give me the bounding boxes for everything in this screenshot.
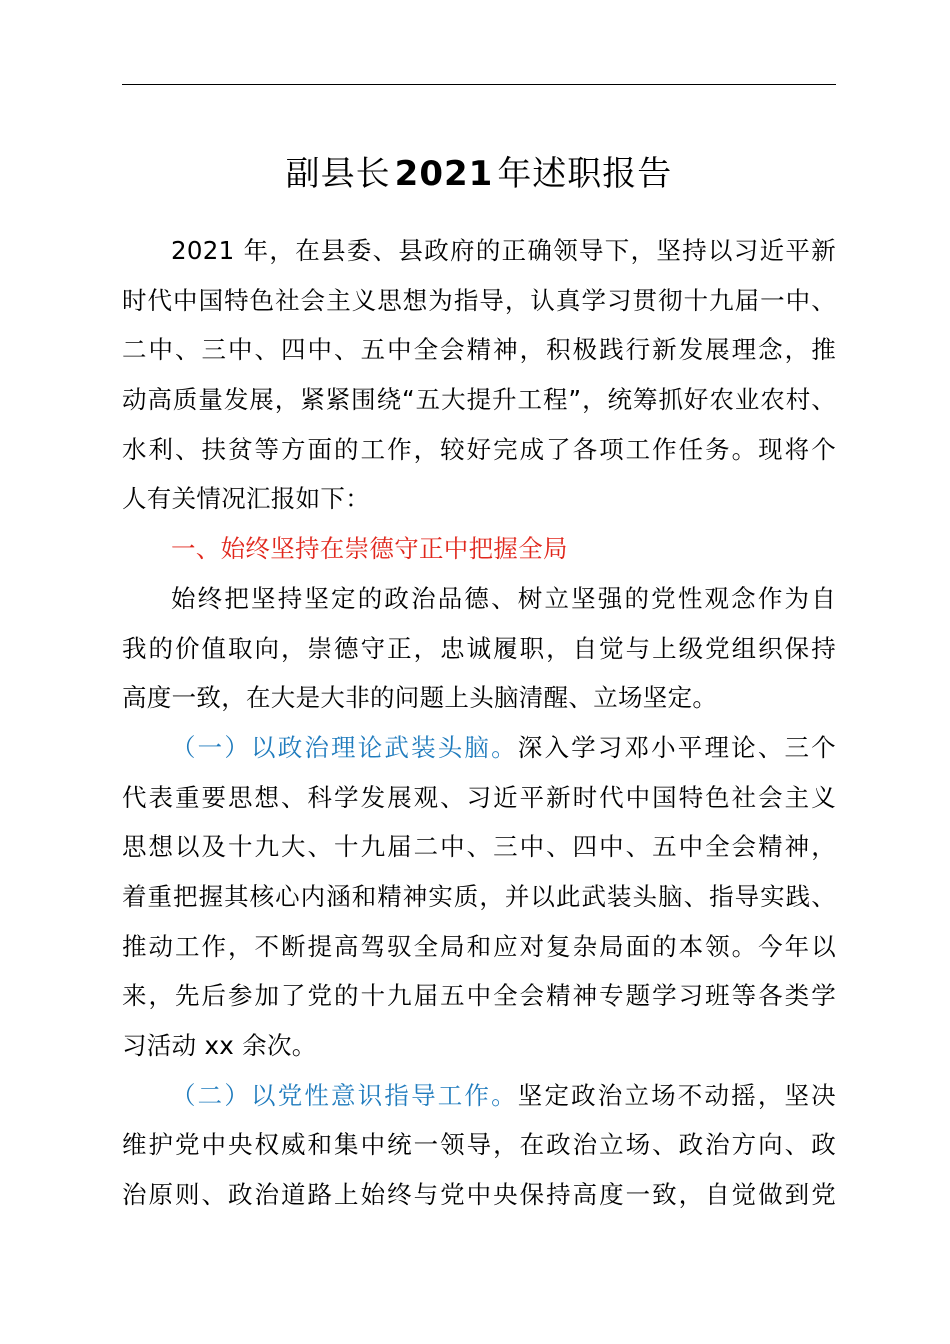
text-line	[122, 822, 836, 872]
line-text: 坚定政治立场不动摇，坚决	[517, 1080, 836, 1110]
line-text: 推动工作，不断提高驾驭全局和应对复杂局面的本领。今年以	[122, 931, 836, 961]
text-line	[122, 524, 836, 574]
page-title	[122, 150, 836, 198]
text-line	[122, 375, 836, 425]
line-text: 代表重要思想、科学发展观、习近平新时代中国特色社会主义	[122, 782, 836, 812]
line-text: 水利、扶贫等方面的工作，较好完成了各项工作任务。现将个	[122, 434, 836, 464]
line-text: 维护党中央权威和集中统一领导，在政治立场、政治方向、政	[122, 1130, 836, 1160]
title-year: 2021	[394, 154, 494, 194]
text-line	[122, 922, 836, 972]
text-line	[122, 673, 836, 723]
line-text: 来，先后参加了党的十九届五中全会精神专题学习班等各类学	[122, 981, 836, 1011]
text-line	[122, 1021, 836, 1071]
line-text: 治原则、政治道路上始终与党中央保持高度一致，自觉做到党	[122, 1180, 836, 1210]
text-line	[122, 1170, 836, 1220]
line-text: 动高质量发展，紧紧围绕“五大提升工程”，统筹抓好农业农村、	[122, 385, 836, 415]
text-line	[122, 773, 836, 823]
text-line	[122, 425, 836, 475]
line-text: 深入学习邓小平理论、三个	[517, 732, 836, 762]
line-text: 着重把握其核心内涵和精神实质，并以此武装头脑、指导实践、	[122, 881, 836, 911]
line-text: 习活动 xx 余次。	[122, 1031, 317, 1060]
text-line	[122, 971, 836, 1021]
text-line	[122, 1120, 836, 1170]
text-line	[122, 624, 836, 674]
line-text: 一、始终坚持在崇德守正中把握全局	[171, 534, 568, 564]
text-line	[122, 276, 836, 326]
line-text: 高度一致，在大是大非的问题上头脑清醒、立场坚定。	[122, 683, 718, 713]
text-line	[122, 872, 836, 922]
text-line	[122, 226, 836, 276]
line-text: 思想以及十九大、十九届二中、三中、四中、五中全会精神，	[122, 832, 836, 862]
text-line	[122, 574, 836, 624]
line-text: 时代中国特色社会主义思想为指导，认真学习贯彻十九届一中、	[122, 285, 836, 315]
subheading-lead: （二）以党性意识指导工作。	[171, 1080, 518, 1110]
subheading-lead: （一）以政治理论武装头脑。	[171, 732, 518, 762]
text-line	[122, 325, 836, 375]
document-body	[122, 226, 836, 1220]
title-prefix: 副县长	[285, 154, 391, 194]
line-text: 我的价值取向，崇德守正，忠诚履职，自觉与上级党组织保持	[122, 633, 836, 663]
line-text: 二中、三中、四中、五中全会精神，积极践行新发展理念，推	[122, 335, 836, 365]
text-line	[122, 723, 836, 773]
text-line	[122, 474, 836, 524]
text-line	[122, 1071, 836, 1121]
header-rule	[122, 84, 836, 85]
line-text: 始终把坚持坚定的政治品德、树立坚强的党性观念作为自	[171, 583, 836, 613]
title-suffix: 年述职报告	[497, 154, 673, 194]
line-text: 人有关情况汇报如下：	[122, 484, 370, 514]
line-text: 2021 年，在县委、县政府的正确领导下，坚持以习近平新	[171, 236, 836, 265]
